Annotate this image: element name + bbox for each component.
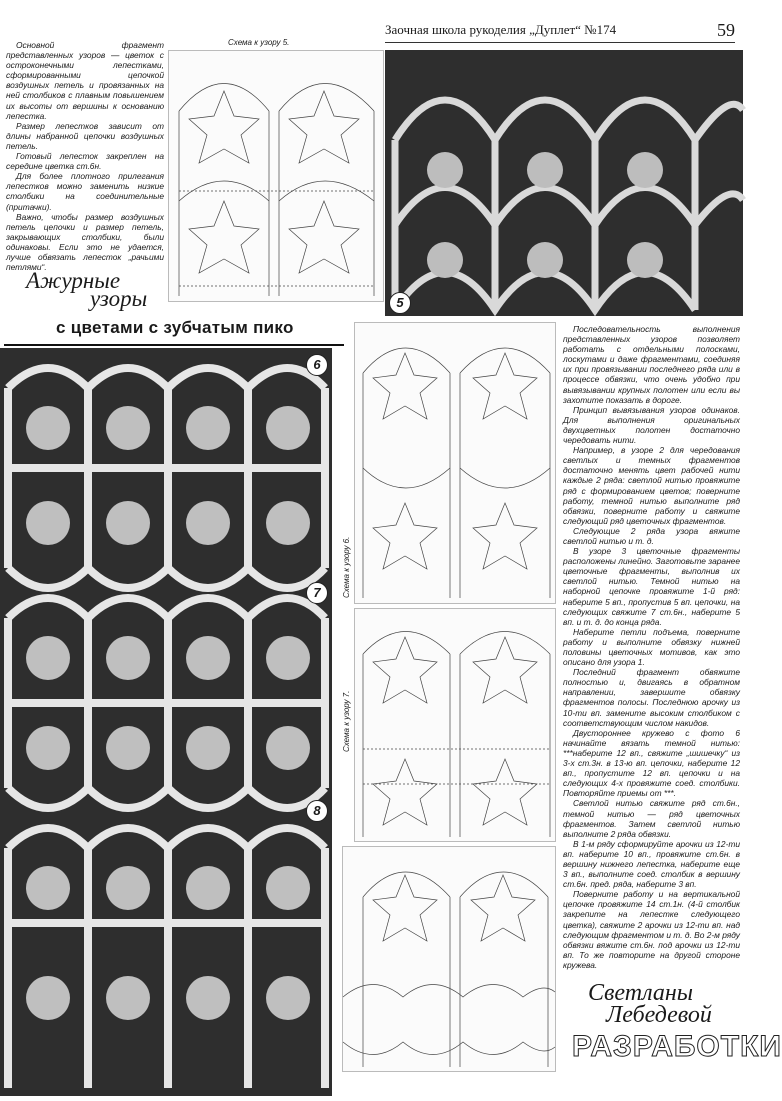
instructions-text: [563, 324, 740, 970]
section-title: [4, 262, 344, 348]
body-paragraph: Двустороннее кружево с фото 6 начинайте вязать темной нитью: ***наберите 12 вп., свяжите „шишечку“ из 3-х ст.3н. в 13-ю вп. цепочки, наберите 12 вп., пропустите 12 вп. цепочки и на следующих 4-х провяжите соед. столбики. Повторяйте приемы от ***.: [563, 727, 740, 799]
intro-text: [6, 40, 164, 272]
body-paragraph: Наберите петли подъема, поверните работу и выполните обвязку нижней половины цветочных мотивов, как это описано для узора 1.: [563, 626, 740, 668]
intro-paragraph: Для более плотного прилегания лепестков можно заменить низкие столбики на соединительные (притачки).: [6, 171, 164, 212]
title-line-1: Ажурные: [26, 268, 121, 293]
body-paragraph: Светлой нитью свяжите ряд ст.6н., темной нитью — ряд цветочных фрагментов. Затем светлой нитью выполните 2 ряда обвязки.: [563, 798, 740, 839]
title-line-2: узоры: [90, 286, 148, 311]
title-line-3: с цветами с зубчатым пико: [56, 318, 294, 337]
page-number: 59: [717, 20, 735, 40]
photo-8-number: 8: [306, 800, 328, 822]
lace-photo-5: [385, 50, 743, 316]
author-signature: [572, 980, 782, 1080]
photo-7-number: 7: [306, 582, 328, 604]
crochet-chart-7: [355, 609, 555, 841]
signature-line-1: Светланы: [588, 980, 694, 1006]
crochet-chart-6: [355, 323, 555, 603]
photo-6-number: 6: [306, 354, 328, 376]
body-paragraph: Последний фрагмент обвяжите полностью и, двигаясь в обратном направлении, завершите обвязку фрагментов полосы. Последнюю арочку из 10-ти вп. замените высоким столбиком с соответствующим числом накидов.: [563, 667, 740, 728]
body-paragraph: В узоре 3 цветочные фрагменты расположены линейно. Заготовьте заранее цветочные фрагменты, выполнив их светлой нитью. Темной нитью на наборной цепочке провяжите 1-й ряд: наберите 5 вп., пропустив 5 вп. цепочки, на следующих свяжите 7 ст.6н., наберите 5 вп. и т. д. до конца ряда.: [563, 546, 740, 627]
photo-5: [385, 50, 743, 316]
schema6-caption: Схема к узору 6.: [342, 536, 351, 598]
photo-5-number: 5: [389, 292, 411, 314]
intro-paragraph: Важно, чтобы размер воздушных петель цепочки и размер петель, закрывающих столбики, были одинаковы. Если это не удается, лучше обвязать лепесток „рачьими петлями“.: [6, 211, 164, 273]
crochet-chart-8: [343, 847, 555, 1071]
body-paragraph: В 1-м ряду сформируйте арочки из 12-ти вп. наберите 10 вп., провяжите ст.6н. в вершину нижнего лепестка, наберите еще 3 вп., выполните соед. столбик в вершину ст.6н. пред. ряда, наберите 3 вп.: [563, 838, 740, 890]
intro-paragraph: Основной фрагмент представленных узоров — цветок с остроконечными лепестками, сформированными цепочкой воздушных петель и провязанных на ней столбиков с плавным повышением их высоты от вершины к основанию лепестка.: [6, 40, 164, 121]
magazine-title: Заочная школа рукоделия „Дуплет“ №174: [385, 22, 617, 37]
page-header: [385, 20, 735, 43]
body-paragraph: Например, в узоре 2 для чередования светлых и темных фрагментов достаточно менять цвет рабочей нити каждые 2 ряда: светлой нитью провяжите ряд с формированием цветов; поверните работу, темной нитью выполните ряд обвязки, поверните работу и свяжите следующий ряд цветочных фрагментов.: [563, 445, 740, 526]
signature-line-3: РАЗРАБОТКИ: [572, 1030, 782, 1063]
schema8-diagram: [342, 846, 556, 1072]
schema6-diagram: [354, 322, 556, 604]
schema5-caption: Схема к узору 5.: [228, 38, 290, 47]
body-paragraph: Поверните работу и на вертикальной цепочке провяжите 14 ст.1н. (4-й столбик закрепите на лепестке следующего цветка), свяжите 2 арочки из 12-ти вп. над следующим фрагментом и т. д. Во 2-м ряду обвязки вяжите ст.6н. под арочки из 12-ти вп. То же повторите на другой стороне кружева.: [563, 889, 740, 970]
intro-paragraph: Готовый лепесток закреплен на середине цветка ст.6н.: [6, 151, 164, 172]
schema7-diagram: [354, 608, 556, 842]
body-paragraph: Принцип вывязывания узоров одинаков. Для выполнения оригинальных двухцветных полотен достаточно чередовать нити.: [563, 404, 740, 446]
body-paragraph: Последовательность выполнения представленных узоров позволяет работать с отдельными полосками, лоскутами и даже фрагментами, соединяя их при провязывании последнего ряда или в процессе обвязки, что очень удобно при вывязывании крупных полотен или если вы захотите показать в дороге.: [563, 324, 740, 405]
signature-line-2: Лебедевой: [606, 1002, 712, 1028]
body-paragraph: Следующие 2 ряда узора вяжите светлой нитью и т. д.: [563, 525, 740, 546]
photos-6-7-8: [0, 348, 332, 1096]
schema7-caption: Схема к узору 7.: [342, 690, 351, 752]
lace-photos-left: [0, 348, 332, 1096]
intro-paragraph: Размер лепестков зависит от длины набранной цепочки воздушных петель.: [6, 120, 164, 151]
